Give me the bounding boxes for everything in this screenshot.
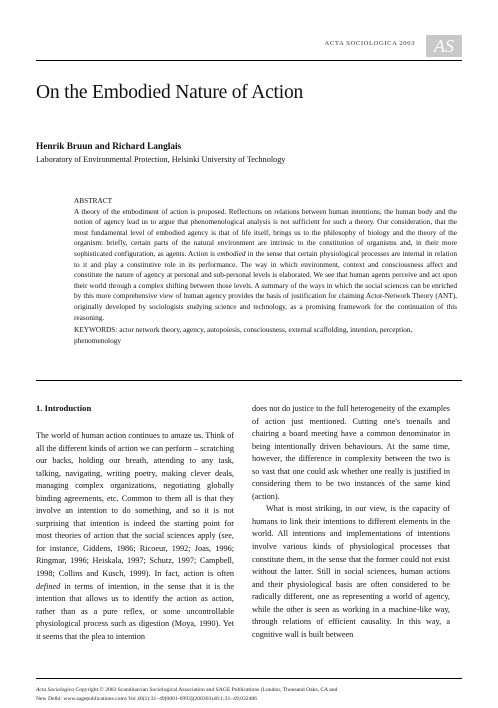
abstract-heading: ABSTRACT: [74, 196, 113, 205]
abstract-text-a: A theory of the embodiment of action is proposed. Reflections on relations between human intentions, the human body and the notion of agency lead us to argue that phenomenological analysis is not sufficient for such a theory. Our consideration, that the most fundamental level of embodied agency is that of life itself, brings us to the philosophy of biology and the theory of the organism: briefly, certain parts of the natural environment are intrinsic to the constitution of organisms and, in their more sophisticated configuration, as agents. Action is: [74, 206, 457, 258]
svg-text:AS: AS: [434, 36, 454, 56]
footer-line1: Copyright © 2003 Scandinavian Sociological Association and SAGE Publications (London, Thousand Oaks, CA and: [74, 687, 338, 693]
left-text-a: The world of human action continues to amaze us. Think of all the different kinds of action we can perform – scratching our backs, holding our breath, attending to any task, talking, navigating, writing poetry, making clever deals, managing complex organizations, negotiating globally binding agreements, etc. Common to them all is that they involve an intention to do something, and so it is not surprising that intention is indeed the starting point for most theories of action that the social sciences apply (see, for instance, Giddens, 1986; Ricoeur, 1992; Joas, 1996; Ringmar, 1996; Heiskala, 1997; Schutz, 1997; Campbell, 1998; Collins and Kusch, 1999). In fact, action is often: [36, 431, 234, 579]
left-text-b: in terms of intention, in the sense that it is the intention that allows us to identify the action as action, rather than as a pure reflex, or some uncontrollable physiological process such as digestion (Moya, 1990). Yet it seems that the plea to intention: [36, 581, 234, 641]
footer-line2: New Delhi: www.sagepublications.com) Vol 46(1):31–49[0001-6993](200303)46:1;31–49;032406: [36, 695, 257, 702]
abstract-text-b: in the sense that certain physiological processes are internal in relation to it and play a constitutive role in its performance. The way in which environment, context and consciousness affect and constitute the nature of agency at personal and sub-personal levels is elaborated. We see that human agents perceive and act upon their world through a complex shifting between those levels. A summary of the ways in which the social sciences can be enriched by this more comprehensive view of human agency provides the basis of justification for claiming Actor-Network Theory (ANT), originally developed by sociologists studying science and technology, as a promising framework for the continuation of this reasoning.: [74, 248, 457, 322]
keywords: KEYWORDS: actor network theory, agency, autopoiesis, consciousness, external scaffolding, intention, perception, phenomenology: [74, 325, 413, 345]
affiliation: Laboratory of Environmental Protection, Helsinki University of Technology: [36, 155, 286, 164]
footer-rule: [36, 678, 462, 679]
authors: Henrik Bruun and Richard Langlais: [36, 142, 182, 152]
header-rule: [36, 60, 462, 61]
right-column: [252, 403, 450, 641]
body-paragraph: [36, 430, 234, 643]
footer-journal: Acta Sociologica: [36, 687, 75, 693]
copyright-footer: [36, 686, 466, 703]
left-emphasis: defined: [36, 581, 61, 591]
section-heading: 1. Introduction: [36, 403, 92, 413]
left-column: [36, 430, 234, 643]
paper-title: On the Embodied Nature of Action: [36, 82, 304, 103]
journal-logo: [424, 34, 464, 58]
body-paragraph: What is most striking, in our view, is the capacity of humans to link their intentions to different elements in the world. All intentions and implementations of intentions involve various kinds of physiological processes that constitute them, in the sense that the former could not exist without the latter. Still in social sciences, human actions and their physiological basis are often considered to be radically different, one as representing a world of agency, while the other is seen as working in a machine-like way, through relations of efficient causality. In this way, a cognitive wall is built between: [252, 504, 450, 639]
abstract: [74, 196, 457, 323]
body-paragraph: does not do justice to the full heterogeneity of the examples of action just mentioned. Cutting one's toenails and chairing a board meeting have a common denominator in being intentionally driven behaviours. At the same time, however, the difference in complexity between the two is so vast that one could ask whether one really is justified in considering them to be two instances of the same kind (action).: [252, 404, 450, 501]
abstract-emphasis: embodied: [217, 248, 246, 258]
abstract-rule: [36, 380, 462, 381]
journal-header: ACTA SOCIOLOGICA 2003: [324, 40, 415, 47]
